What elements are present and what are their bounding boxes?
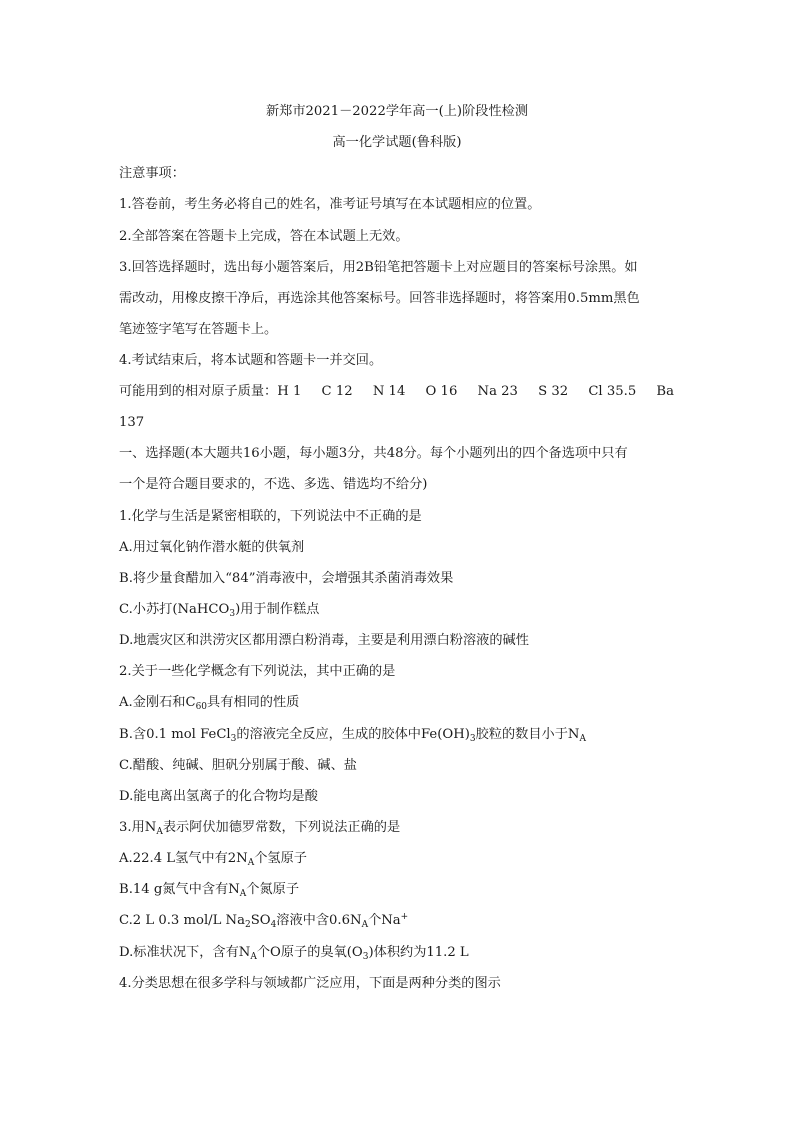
option-c: C.2 L 0.3 mol/L $Na_2SO_4$溶液中含$0.6N_A$个Na+ [119, 912, 409, 930]
option-d: D.能电离出氢离子的化合物均是酸 [119, 789, 318, 804]
question-stem: 4.分类思想在很多学科与领域都广泛应用，下面是两种分类的图示 [119, 976, 501, 991]
atomic-mass: Ba [656, 384, 674, 399]
atomic-mass: Cl 35.5 [588, 384, 637, 399]
option-c: C.醋酸、纯碱、胆矾分别属于酸、碱、盐 [119, 758, 357, 773]
document-subtitle: 高一化学试题(鲁科版) [332, 135, 462, 150]
notes-item: 2.全部答案在答题卡上完成，答在本试题上无效。 [119, 229, 409, 244]
notes-item: 4.考试结束后，将本试题和答题卡一并交回。 [119, 353, 383, 368]
atomic-mass: O 16 [425, 384, 458, 399]
option-a: A.用过氧化钠作潜水艇的供氧剂 [119, 540, 305, 555]
question-stem: 1.化学与生活是紧密相联的，下列说法中不正确的是 [119, 509, 422, 524]
section-heading-cont: 一个是符合题目要求的，不选、多选、错选均不给分) [119, 477, 428, 492]
atomic-masses-line [119, 383, 674, 401]
question-stem: 3.用$N_A$表示阿伏加德罗常数，下列说法正确的是 [119, 820, 401, 837]
notes-item: 1.答卷前，考生务必将自己的姓名，准考证号填写在本试题相应的位置。 [119, 197, 541, 212]
option-d: D.地震灾区和洪涝灾区都用漂白粉消毒，主要是利用漂白粉溶液的碱性 [119, 633, 529, 648]
option-a: A.22.4 L氢气中有$2N_A$个氢原子 [119, 851, 307, 868]
atomic-mass: S 32 [538, 384, 569, 399]
notes-item: 3.回答选择题时，选出每小题答案后，用2B铅笔把答题卡上对应题目的答案标号涂黑。如 [119, 260, 638, 275]
atomic-masses-continued: 137 [119, 415, 145, 430]
atomic-mass: Na 23 [477, 384, 518, 399]
option-d: D.标准状况下，含有$N_A$个O原子的臭氧$(O_3)$体积约为11.2 L [119, 945, 469, 962]
option-a: A.金刚石和$C_{60}$具有相同的性质 [119, 695, 300, 712]
option-c: C.小苏打(NaHCO$_3$)用于制作糕点 [119, 602, 320, 619]
atomic-mass: C 12 [321, 384, 353, 399]
notes-item: 需改动，用橡皮擦干净后，再选涂其他答案标号。回答非选择题时，将答案用0.5mm黑色 [119, 291, 640, 306]
option-b: B.14 g氮气中含有$N_A$个氮原子 [119, 882, 300, 899]
question-stem: 2.关于一些化学概念有下列说法，其中正确的是 [119, 664, 396, 679]
document-title: 新郑市2021－2022学年高一(上)阶段性检测 [265, 104, 529, 119]
notes-heading: 注意事项： [119, 166, 185, 181]
notes-item: 笔迹签字笔写在答题卡上。 [119, 322, 278, 337]
option-b: B.将少量食醋加入“84”消毒液中，会增强其杀菌消毒效果 [119, 571, 454, 586]
option-b: B.含0.1 mol FeCl$_3$的溶液完全反应，生成的胶体中$Fe(OH)_3$胶粒的数目小于$N_A$ [119, 727, 586, 744]
section-heading: 一、选择题(本大题共16小题，每小题3分，共48分。每个小题列出的四个备选项中只有 [119, 446, 628, 461]
atomic-mass: N 14 [372, 384, 406, 399]
atomic-masses-label: 可能用到的相对原子质量：H 1 [119, 384, 302, 399]
